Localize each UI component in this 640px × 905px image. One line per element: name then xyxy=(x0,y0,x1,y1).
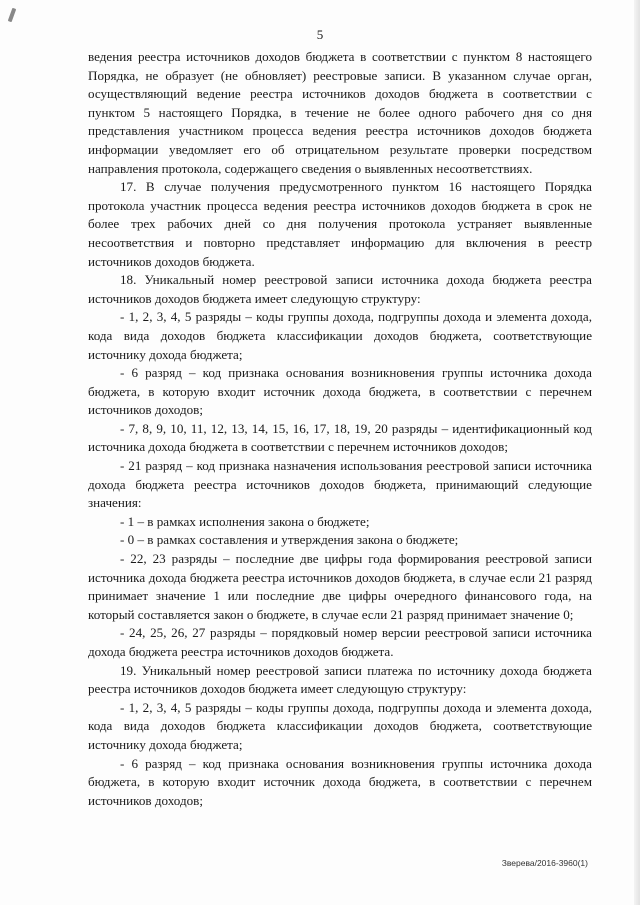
list-item: - 1, 2, 3, 4, 5 разряды – коды группы дохода, подгруппы дохода и элемента дохода, кода вида доходов бюджета классификации доходов бюджета, соответствующие источнику дохода бюджета; xyxy=(88,309,592,362)
scan-edge xyxy=(634,0,640,905)
list-item: - 0 – в рамках составления и утверждения закона о бюджете; xyxy=(120,532,459,548)
list-item: - 7, 8, 9, 10, 11, 12, 13, 14, 15, 16, 17, 18, 19, 20 разряды – идентификационный код источника дохода бюджета в соответствии с перечнем источников доходов; xyxy=(88,420,592,455)
list-item: - 22, 23 разряды – последние две цифры года формирования реестровой записи источника дохода бюджета реестра источников доходов бюджета, в случае если 21 разряд принимает значение 1 или последние две цифры очередного финансового года, на который составляется закон о бюджете, в случае если 21 разряд принимает значение 0; xyxy=(88,551,592,622)
list-item: - 6 разряд – код признака основания возникновения группы источника дохода бюджета, в которую входит источник дохода бюджета, в соответствии с перечнем источников доходов; xyxy=(88,365,592,418)
paragraph-17: 17. В случае получения предусмотренного пунктом 16 настоящего Порядка протокола участник процесса ведения реестра источников доходов бюджета в срок не более трех рабочих дней со дня получения протокола устраняет выявленные несоответствия и повторно представляет информацию для включения в реестр источников доходов бюджета. xyxy=(88,179,592,269)
list-item: - 24, 25, 26, 27 разряды – порядковый номер версии реестровой записи источника дохода бюджета реестра источников доходов бюджета. xyxy=(88,625,592,659)
footer-document-code: Зверева/2016-3960(1) xyxy=(501,858,588,868)
list-item: - 1, 2, 3, 4, 5 разряды – коды группы дохода, подгруппы дохода и элемента дохода, кода вида доходов бюджета классификации доходов бюджета, соответствующие источнику дохода бюджета; xyxy=(88,699,592,752)
paragraph-18: 18. Уникальный номер реестровой записи источника дохода бюджета реестра источников доходов бюджета имеет следующую структуру: xyxy=(88,272,592,306)
scan-mark xyxy=(8,8,17,23)
list-item: - 1 – в рамках исполнения закона о бюджете; xyxy=(120,513,370,529)
list-item: - 21 разряд – код признака назначения использования реестровой записи источника дохода бюджета реестра источников доходов бюджета, принимающий следующие значения: xyxy=(88,458,592,511)
paragraph-continuation: ведения реестра источников доходов бюджета в соответствии с пунктом 8 настоящего Порядка, не образует (не обновляет) реестровые записи. В указанном случае орган, осуществляющий ведение реестра источников доходов бюджета в соответствии с пунктом 5 настоящего Порядка, в течение не более одного рабочего дня со дня представления участником процесса ведения реестра источников доходов бюджета информации уведомляет его об отрицательном результате проверки посредством направления протокола, содержащего сведения о выявленных несоответствиях. xyxy=(88,49,592,176)
page-number: 5 xyxy=(316,27,324,42)
document-body xyxy=(88,48,592,810)
paragraph-19: 19. Уникальный номер реестровой записи платежа по источнику дохода бюджета реестра источников доходов бюджета имеет следующую структуру: xyxy=(88,662,592,697)
list-item: - 6 разряд – код признака основания возникновения группы источника дохода бюджета, в которую входит источник дохода бюджета, в соответствии с перечнем источников доходов; xyxy=(88,755,592,808)
